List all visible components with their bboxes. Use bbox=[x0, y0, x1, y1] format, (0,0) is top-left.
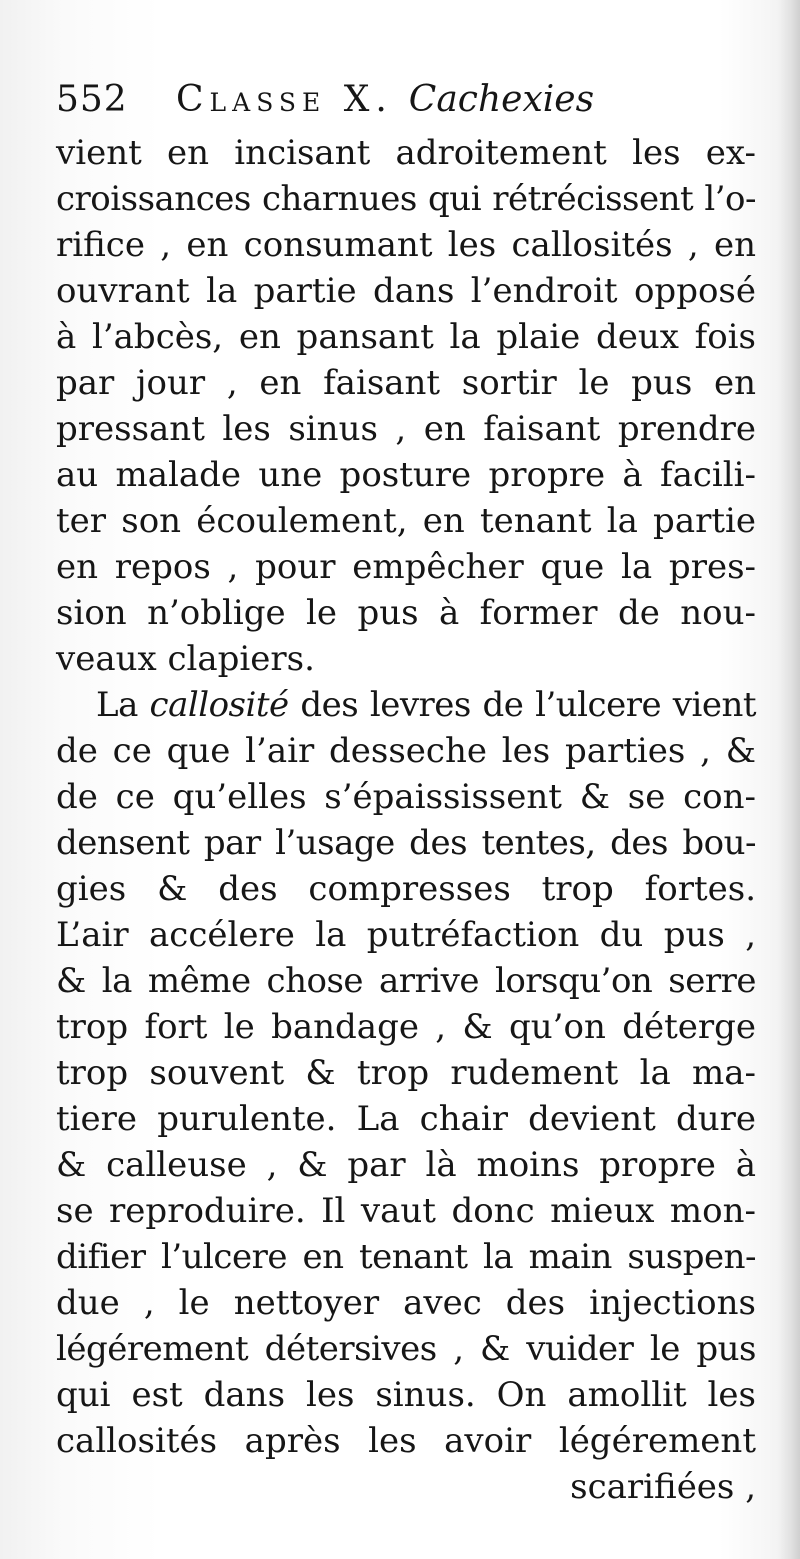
text-line: & la même chose arrive lorsqu’on serre bbox=[56, 961, 756, 1001]
text-line: sion n’oblige le pus à former de nou- bbox=[56, 593, 756, 633]
paragraph-opening-line bbox=[56, 682, 756, 728]
text-line: callosités après les avoir légérement bbox=[56, 1421, 756, 1461]
text-line: trop souvent & trop rudement la ma- bbox=[56, 1053, 756, 1093]
text-line: pressant les sinus , en faisant prendre bbox=[56, 409, 756, 449]
text-line: L’air accélere la putréfaction du pus , bbox=[56, 915, 756, 955]
text-line: croissances charnues qui rétrécissent l’o- bbox=[56, 179, 756, 219]
page-edge-shadow bbox=[778, 0, 800, 1559]
text-line: à l’abcès, en pansant la plaie deux fois bbox=[56, 317, 756, 357]
text-line: qui est dans les sinus. On amollit les bbox=[56, 1375, 756, 1415]
page-text bbox=[56, 70, 756, 1510]
text-line: & calleuse , & par là moins propre à bbox=[56, 1145, 756, 1185]
text-line: trop fort le bandage , & qu’on déterge bbox=[56, 1007, 756, 1047]
running-header bbox=[56, 70, 756, 130]
text-line: rifice , en consumant les callosités , en bbox=[56, 225, 756, 265]
text-line: ter son écoulement, en tenant la partie bbox=[56, 501, 756, 541]
text-line: ouvrant la partie dans l’endroit opposé bbox=[56, 271, 756, 311]
text-line: au malade une posture propre à facili- bbox=[56, 455, 756, 495]
text-line: tiere purulente. La chair devient dure bbox=[56, 1099, 756, 1139]
text-fragment: des levres de l’ulcere vient bbox=[300, 685, 757, 725]
text-line: difier l’ulcere en tenant la main suspen- bbox=[56, 1237, 756, 1277]
text-fragment: La bbox=[96, 685, 138, 725]
paragraph-2 bbox=[56, 682, 756, 1510]
text-line: veaux clapiers. bbox=[56, 639, 315, 679]
class-title: Classe X. bbox=[176, 79, 393, 120]
text-line: gies & des compresses trop fortes. bbox=[56, 869, 756, 909]
paragraph-1 bbox=[56, 130, 756, 682]
text-line: densent par l’usage des tentes, des bou- bbox=[56, 823, 756, 863]
text-line: légérement détersives , & vuider le pus bbox=[56, 1329, 756, 1369]
text-line: par jour , en faisant sortir le pus en bbox=[56, 363, 756, 403]
catchword: scarifiées , bbox=[570, 1467, 756, 1507]
text-line: due , le nettoyer avec des injections bbox=[56, 1283, 756, 1323]
italic-term: callosité bbox=[149, 685, 289, 725]
text-line: de ce que l’air desseche les parties , & bbox=[56, 731, 756, 771]
text-line: en repos , pour empêcher que la pres- bbox=[56, 547, 756, 587]
text-line: se reproduire. Il vaut donc mieux mon- bbox=[56, 1191, 756, 1231]
text-line: vient en incisant adroitement les ex- bbox=[56, 133, 756, 173]
page-number: 552 bbox=[56, 79, 128, 120]
section-title: Cachexies bbox=[408, 79, 595, 120]
text-line: de ce qu’elles s’épaississent & se con- bbox=[56, 777, 756, 817]
